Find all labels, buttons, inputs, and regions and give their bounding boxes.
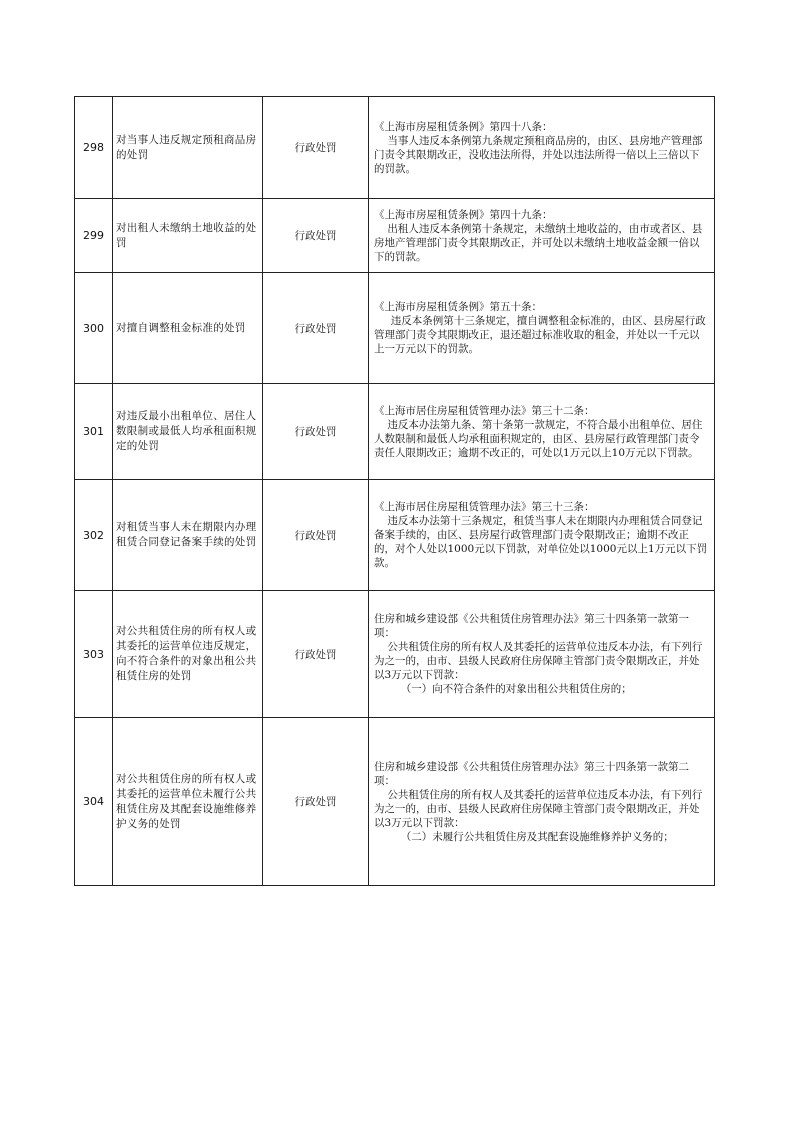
- basis-line: 公共租赁住房的所有权人及其委托的运营单位违反本办法，有下列行为之一的，由市、县级人民政府住房保障主管部门责令限期改正，并处以3万元以下罚款：: [374, 641, 703, 681]
- row-number: 299: [75, 199, 113, 273]
- basis-line: 公共租赁住房的所有权人及其委托的运营单位违反本办法，有下列行为之一的，由市、县级人民政府住房保障主管部门责令限期改正，并处以3万元以下罚款：: [374, 788, 703, 829]
- basis-line: 《上海市房屋租赁条例》第四十九条：: [374, 208, 553, 221]
- power-type: 行政处罚: [263, 591, 369, 718]
- basis-line: 住房和城乡建设部《公共租赁住房管理办法》第三十四条第一款第二项：: [374, 760, 689, 787]
- item-name: 对违反最小出租单位、居住人数限制或最低人均承租面积规定的处罚: [113, 384, 263, 480]
- item-name: 对公共租赁住房的所有权人或其委托的运营单位违反规定，向不符合条件的对象出租公共租赁住房的处罚: [113, 591, 263, 718]
- power-type: 行政处罚: [263, 384, 369, 480]
- item-name: 对公共租赁住房的所有权人或其委托的运营单位未履行公共租赁住房及其配套设施维修养护义务的处罚: [113, 718, 263, 886]
- basis-line: 《上海市居住房屋租赁管理办法》第三十三条：: [374, 501, 595, 513]
- table-row: [75, 199, 715, 273]
- basis-line: 违反本办法第九条、第十条第一款规定，不符合最小出租单位、居住人数限制和最低人均承租面积规定的，由区、县房屋行政管理部门责令责任人限期改正；逾期不改正的，可处以1万元以上10万元以下罚款。: [374, 418, 703, 459]
- table-row: [75, 480, 715, 591]
- basis-line: 违反本条例第十三条规定，擅自调整租金标准的，由区、县房屋行政管理部门责令其限期改正，退还超过标准收取的租金，并处以一千元以上一万元以下的罚款。: [374, 315, 706, 355]
- table-row: [75, 97, 715, 199]
- penalty-table: [74, 96, 715, 886]
- row-number: 301: [75, 384, 113, 480]
- table-row: [75, 591, 715, 718]
- legal-basis: [369, 718, 715, 886]
- item-name: 对租赁当事人未在期限内办理租赁合同登记备案手续的处罚: [113, 480, 263, 591]
- basis-line: 《上海市房屋租赁条例》第五十条：: [374, 301, 542, 313]
- row-number: 304: [75, 718, 113, 886]
- basis-line: 《上海市房屋租赁条例》第四十八条：: [374, 120, 553, 133]
- item-name: 对擅自调整租金标准的处罚: [113, 273, 263, 384]
- row-number: 302: [75, 480, 113, 591]
- basis-line: （二）未履行公共租赁住房及其配套设施维修养护义务的；: [374, 830, 674, 843]
- basis-line: 住房和城乡建设部《公共租赁住房管理办法》第三十四条第一款第一项：: [374, 613, 689, 639]
- basis-line: 当事人违反本条例第九条规定预租商品房的，由区、县房地产管理部门责令其限期改正，没收违法所得，并处以违法所得一倍以上三倍以下的罚款。: [374, 134, 703, 175]
- table-row: [75, 718, 715, 886]
- legal-basis: [369, 273, 715, 384]
- legal-basis: [369, 97, 715, 199]
- power-type: 行政处罚: [263, 718, 369, 886]
- power-type: 行政处罚: [263, 273, 369, 384]
- item-name: 对出租人未缴纳土地收益的处罚: [113, 199, 263, 273]
- basis-line: （一）向不符合条件的对象出租公共租赁住房的；: [374, 683, 632, 695]
- legal-basis: [369, 199, 715, 273]
- row-number: 300: [75, 273, 113, 384]
- basis-line: 《上海市居住房屋租赁管理办法》第三十二条：: [374, 404, 595, 417]
- legal-basis: [369, 591, 715, 718]
- item-name: 对当事人违反规定预租商品房的处罚: [113, 97, 263, 199]
- basis-line: 违反本办法第十三条规定，租赁当事人未在期限内办理租赁合同登记备案手续的，由区、县房屋行政管理部门责令限期改正；逾期不改正的，对个人处以1000元以下罚款，对单位处以1000元以上1万元以下罚款。: [374, 515, 708, 569]
- power-type: 行政处罚: [263, 199, 369, 273]
- power-type: 行政处罚: [263, 97, 369, 199]
- row-number: 303: [75, 591, 113, 718]
- legal-basis: [369, 384, 715, 480]
- power-type: 行政处罚: [263, 480, 369, 591]
- table-row: [75, 273, 715, 384]
- table-row: [75, 384, 715, 480]
- row-number: 298: [75, 97, 113, 199]
- legal-basis: [369, 480, 715, 591]
- basis-line: 出租人违反本条例第十条规定，未缴纳土地收益的，由市或者区、县房地产管理部门责令其限期改正，并可处以未缴纳土地收益金额一倍以下的罚款。: [374, 222, 703, 263]
